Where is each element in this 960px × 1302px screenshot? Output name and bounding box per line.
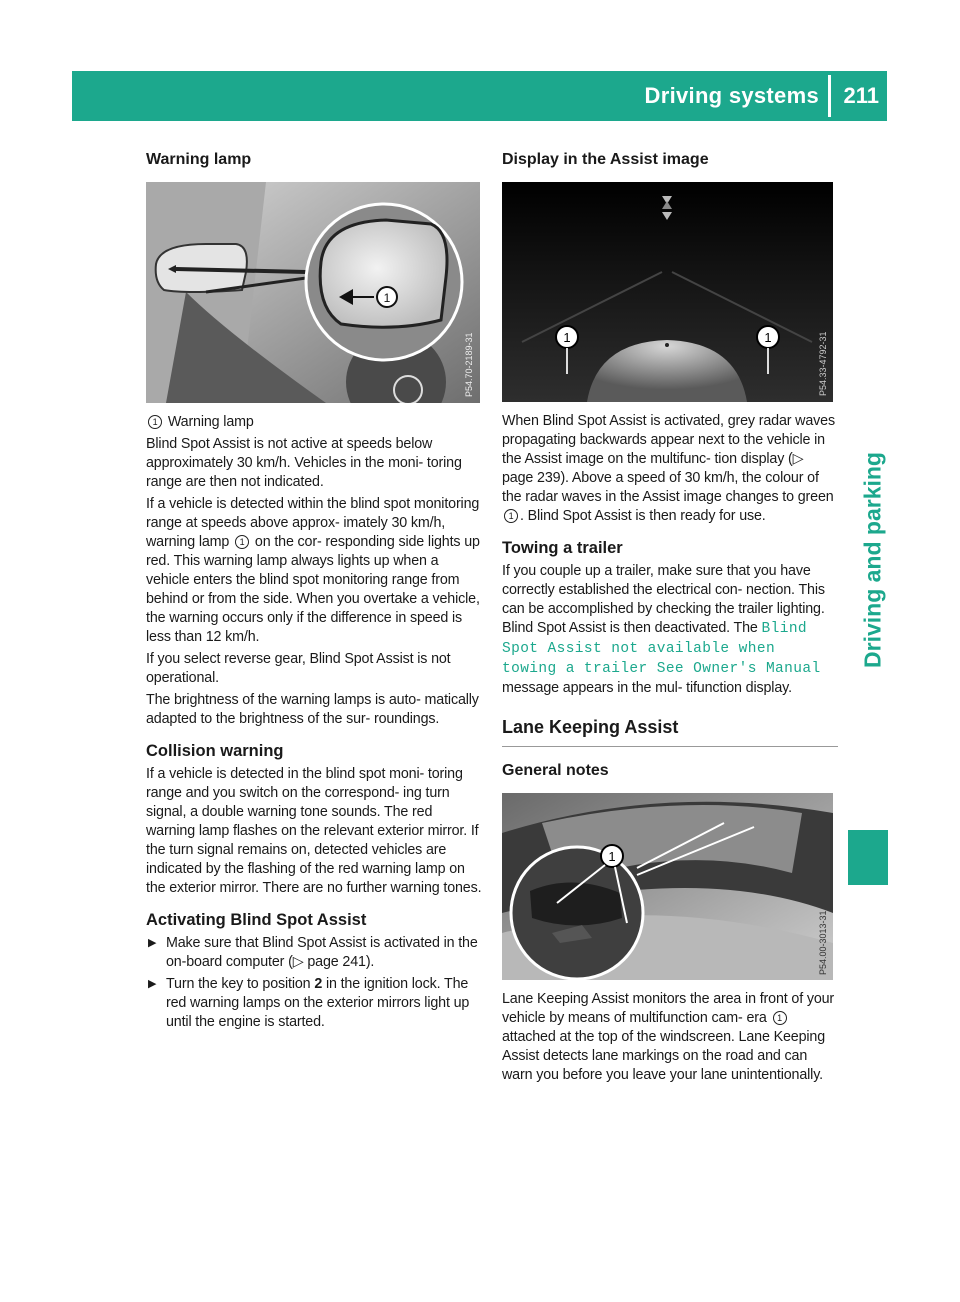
chapter-side-tab	[848, 315, 898, 805]
chapter-label: Driving and parking	[859, 452, 886, 668]
figure-caption	[146, 413, 482, 432]
image-code: P54.00-3013-31	[818, 910, 828, 975]
header-bar	[72, 71, 887, 121]
callout-1-right: 1	[764, 330, 772, 345]
page-ref-icon: ▷	[292, 954, 304, 970]
section-title: Driving systems	[644, 83, 819, 108]
instruction-step: ▶ Make sure that Blind Spot Assist is activated in the on-board computer (▷ page 241).	[148, 935, 478, 970]
assist-display-image	[502, 182, 833, 402]
paragraph: If a vehicle is detected within the blind spot monitoring range at speeds above approx- imately 30 km/h, warning lamp 1 on the cor- responding side lights up red. This warning lamp always lights up when a vehicle enters the blind spot monitoring range from behind or from the side. When you overtake a vehicle, the warning occurs only if the difference in speed is less than 12 km/h.	[146, 496, 480, 645]
ignition-position: 2	[314, 976, 323, 992]
windscreen-camera-image	[502, 793, 833, 980]
heading-general-notes: General notes	[502, 762, 609, 779]
display-message: Blind Spot Assist not available when towing a trailer See Owner's Manual	[502, 621, 821, 677]
instruction-step: ▶ Turn the key to position 2 in the ignition lock. The red warning lamps on the exterior mirrors light up until the engine is started.	[148, 976, 470, 1030]
heading-display-assist: Display in the Assist image	[502, 151, 709, 168]
step-arrow-icon: ▶	[148, 937, 157, 949]
callout-marker: 1	[773, 1011, 787, 1025]
paragraph: When Blind Spot Assist is activated, grey radar waves propagating backwards appear next to the vehicle in the Assist image on the multifunc- tion display (▷ page 239). Above a speed of 30 km/h, the colour of the radar waves in the Assist image changes to green 1 . Blind Spot Assist is then ready for use.	[502, 413, 835, 524]
chapter-tab-marker	[848, 830, 888, 885]
heading-warning-lamp: Warning lamp	[146, 151, 252, 168]
callout-1: 1	[608, 849, 616, 864]
image-code: P54.33-4792-31	[818, 331, 828, 396]
heading-lane-keeping-assist: Lane Keeping Assist	[502, 716, 838, 747]
callout-1: 1	[383, 291, 391, 305]
callout-marker: 1	[148, 415, 162, 429]
image-code: P54.70-2189-31	[464, 332, 474, 397]
right-column	[502, 150, 838, 1088]
paragraph: Lane Keeping Assist monitors the area in front of your vehicle by means of multifunction cam- era 1 attached at the top of the windscreen. Lane Keeping Assist detects lane markings on the road and can warn you before you leave your lane unintentionally.	[502, 991, 835, 1083]
heading-towing-trailer: Towing a trailer	[502, 539, 623, 557]
left-column	[146, 150, 482, 1035]
callout-1-left: 1	[563, 330, 571, 345]
mirror-warning-lamp-image	[146, 182, 480, 403]
page-reference[interactable]: page 241	[307, 954, 366, 970]
caption-text: Warning lamp	[167, 414, 254, 430]
page-reference[interactable]: page 239	[502, 470, 561, 486]
paragraph: If you couple up a trailer, make sure that you have correctly established the electrical con- nection. This can be accomplished by checking the trailer lighting. Blind Spot Assist is then deactivated. The Blind Spot Assist not available when towing a trailer See Owner's Manual message appears in the mul- tifunction display.	[502, 563, 825, 696]
paragraph: If a vehicle is detected in the blind spot moni- toring range and you switch on the correspond- ing turn signal, a double warning tone sounds. The red warning lamp flashes on the relevant exterior mirror. If the turn signal remains on, detected vehicles are indicated by the flashing of the red warning lamp on the exterior mirror. There are no further warning tones.	[146, 766, 482, 896]
page-ref-icon: ▷	[792, 451, 804, 467]
callout-marker: 1	[235, 535, 249, 549]
paragraph: Blind Spot Assist is not active at speeds below approximately 30 km/h. Vehicles in the moni- toring range are then not indicated.	[146, 436, 462, 490]
callout-marker: 1	[504, 509, 518, 523]
page-number: 211	[843, 83, 879, 108]
header-separator	[828, 75, 831, 117]
paragraph: The brightness of the warning lamps is auto- matically adapted to the brightness of the sur- roundings.	[146, 692, 479, 727]
heading-activating: Activating Blind Spot Assist	[146, 911, 367, 929]
step-arrow-icon: ▶	[148, 978, 157, 990]
paragraph: If you select reverse gear, Blind Spot Assist is not operational.	[146, 651, 451, 686]
heading-collision-warning: Collision warning	[146, 742, 284, 760]
